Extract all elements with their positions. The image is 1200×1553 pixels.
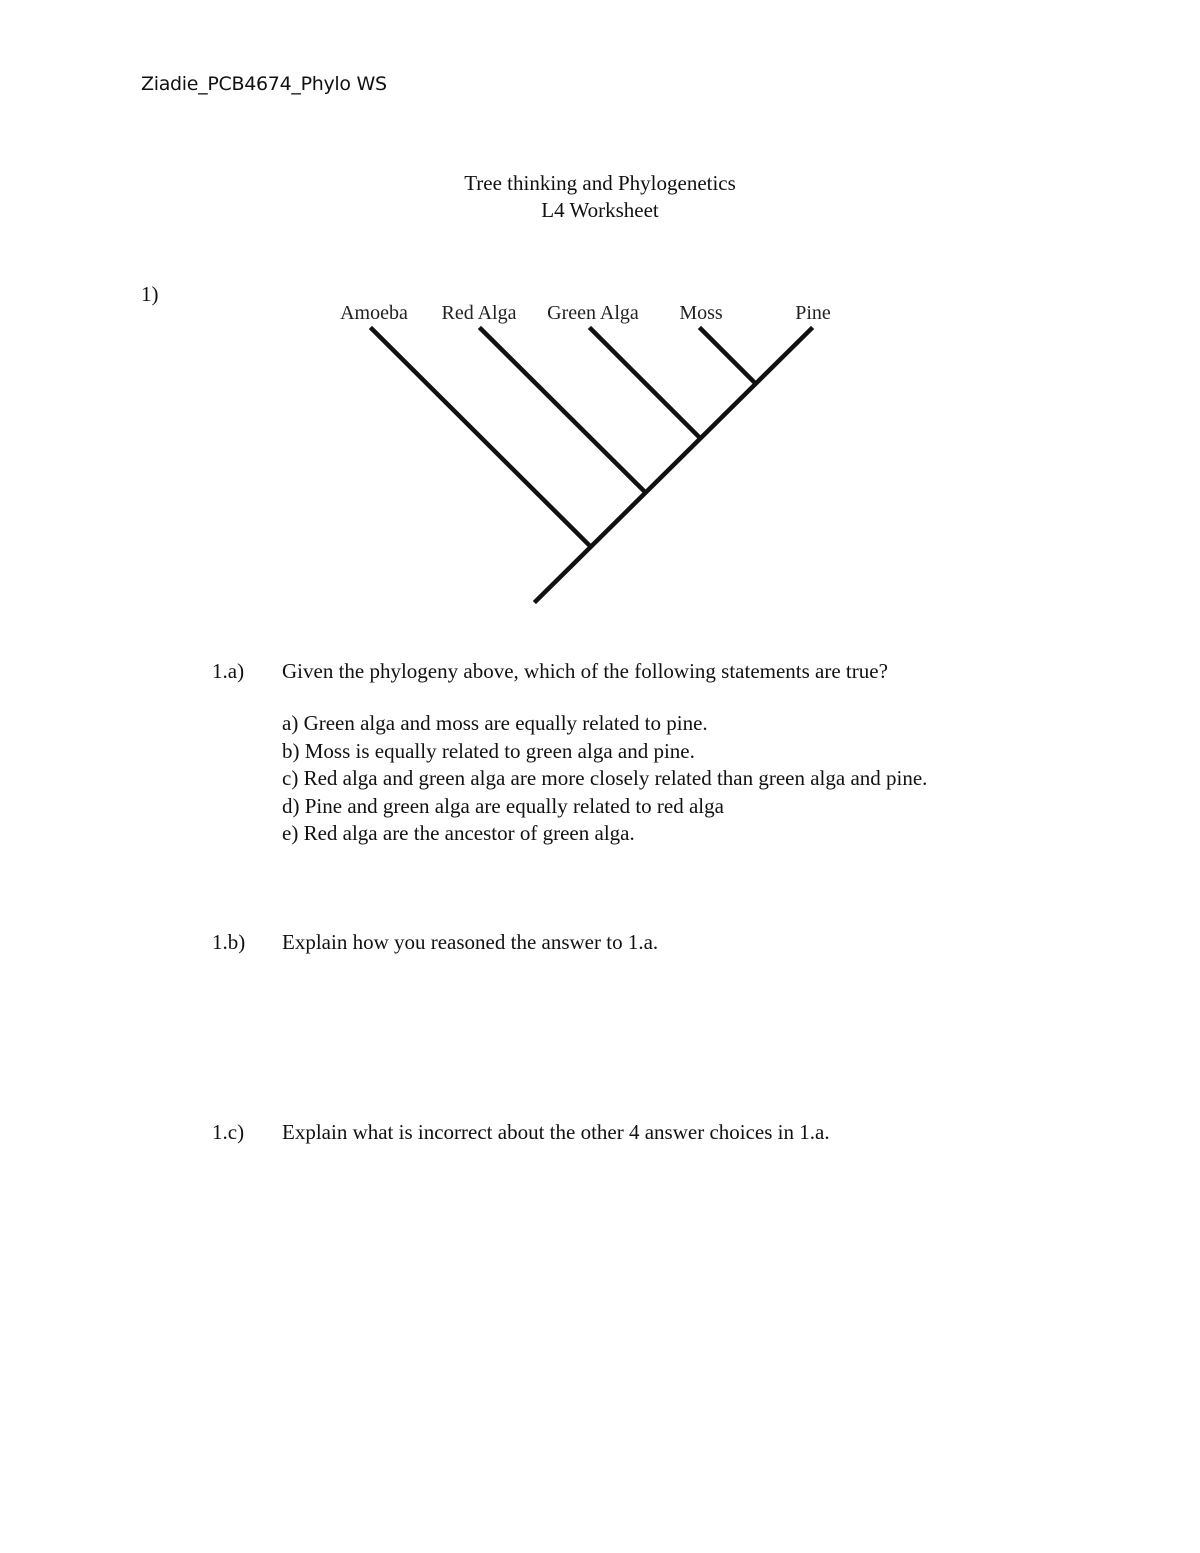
question-1c-prompt: Explain what is incorrect about the other 4 answer choices in 1.a.: [282, 1120, 830, 1144]
answer-option-c: c) Red alga and green alga are more closely related than green alga and pine.: [282, 766, 928, 790]
taxon-label-pine: Pine: [795, 302, 831, 324]
answer-option-e: e) Red alga are the ancestor of green alga.: [282, 821, 635, 845]
answer-option-d: d) Pine and green alga are equally related to red alga: [282, 793, 724, 818]
question-1-number: 1): [141, 282, 159, 306]
branch-amoeba: [372, 329, 590, 546]
taxon-label-red-alga: Red Alga: [441, 302, 517, 324]
title-line-1: Tree thinking and Phylogenetics: [464, 171, 736, 195]
branch-green-alga: [591, 329, 699, 437]
question-1a-prompt: Given the phylogeny above, which of the following statements are true?: [282, 659, 888, 683]
branch-root-to-pine: [536, 329, 811, 601]
taxon-label-amoeba: Amoeba: [340, 302, 408, 324]
question-1c-number: 1.c): [212, 1120, 245, 1144]
taxon-label-green-alga: Green Alga: [547, 302, 639, 324]
question-1b-prompt: Explain how you reasoned the answer to 1.a.: [282, 930, 659, 954]
answer-options-list: [282, 710, 927, 848]
question-1b-number: 1.b): [212, 930, 246, 954]
branch-red-alga: [481, 329, 645, 492]
taxon-label-moss: Moss: [679, 302, 723, 324]
branch-moss: [701, 329, 755, 383]
answer-option-b: b) Moss is equally related to green alga and pine.: [282, 738, 695, 763]
question-1a-number: 1.a): [212, 659, 245, 683]
answer-option-a: a) Green alga and moss are equally related to pine.: [282, 711, 708, 735]
phylogenetic-tree: [0, 0, 1200, 620]
document-header: Ziadie_PCB4674_Phylo WS: [141, 73, 387, 95]
title-line-2: L4 Worksheet: [541, 198, 659, 222]
